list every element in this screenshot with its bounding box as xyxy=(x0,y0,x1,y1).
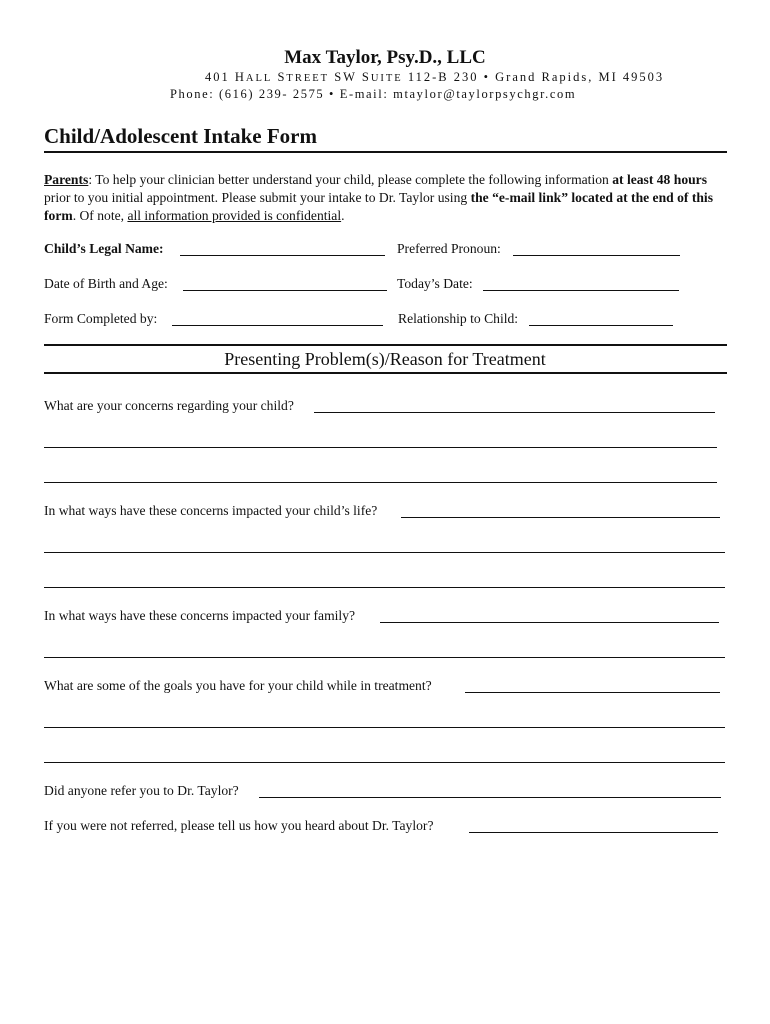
form-title: Child/Adolescent Intake Form xyxy=(44,124,317,148)
question-family-impact: In what ways have these concerns impacted your family? xyxy=(44,608,356,623)
address-part: H xyxy=(234,70,246,84)
preferred-pronoun-field[interactable] xyxy=(513,255,680,256)
answer-line[interactable] xyxy=(44,587,725,588)
answer-line[interactable] xyxy=(469,832,718,833)
address-number: 401 xyxy=(205,70,235,84)
answer-line[interactable] xyxy=(314,412,715,413)
answer-line[interactable] xyxy=(401,517,720,518)
answer-line[interactable] xyxy=(259,797,721,798)
answer-line[interactable] xyxy=(465,692,720,693)
todays-date-label: Today’s Date: xyxy=(397,276,473,291)
intro-paragraph xyxy=(44,171,724,225)
answer-line[interactable] xyxy=(44,552,725,553)
address-part: S xyxy=(272,70,287,84)
answer-line[interactable] xyxy=(380,622,719,623)
address-part: UITE xyxy=(370,73,403,84)
todays-date-field[interactable] xyxy=(483,290,679,291)
answer-line[interactable] xyxy=(44,762,725,763)
contact-line: Phone: (616) 239- 2575 • E-mail: mtaylor@taylorpsychgr.com xyxy=(170,87,577,101)
title-divider xyxy=(44,151,727,153)
intro-text: prior to you initial appointment. Please submit your intake to Dr. Taylor using xyxy=(44,190,471,205)
intro-bold: at least 48 hours xyxy=(612,172,707,187)
answer-line[interactable] xyxy=(44,727,725,728)
intro-text: . Of note, xyxy=(72,208,128,223)
answer-line[interactable] xyxy=(44,447,717,448)
question-goals: What are some of the goals you have for your child while in treatment? xyxy=(44,678,432,693)
practice-address xyxy=(205,70,664,85)
question-referral: Did anyone refer you to Dr. Taylor? xyxy=(44,783,239,798)
intro-confidential: all information provided is confidential xyxy=(127,208,342,223)
question-child-impact: In what ways have these concerns impacted your child’s life? xyxy=(44,503,378,518)
preferred-pronoun-label: Preferred Pronoun: xyxy=(397,241,501,256)
address-part: ALL xyxy=(245,73,273,84)
child-legal-name-field[interactable] xyxy=(180,255,385,256)
completed-by-field[interactable] xyxy=(172,325,383,326)
intro-text: : To help your clinician better understand your child, please complete the following information xyxy=(88,172,613,187)
address-part: SW S xyxy=(329,70,371,84)
question-heard-about: If you were not referred, please tell us how you heard about Dr. Taylor? xyxy=(44,818,434,833)
section-title: Presenting Problem(s)/Reason for Treatment xyxy=(224,349,546,369)
intro-parents: Parents xyxy=(44,172,89,187)
answer-line[interactable] xyxy=(44,657,725,658)
completed-by-label: Form Completed by: xyxy=(44,311,158,326)
intro-bold: the “e-mail link” located at the end of this form xyxy=(44,190,713,223)
address-part: TREET xyxy=(286,73,330,84)
relationship-field[interactable] xyxy=(529,325,673,326)
practice-name: Max Taylor, Psy.D., LLC xyxy=(284,47,486,68)
relationship-label: Relationship to Child: xyxy=(398,311,519,326)
intro-text: . xyxy=(341,208,345,223)
dob-age-field[interactable] xyxy=(183,290,387,291)
section-divider-top xyxy=(44,344,727,346)
answer-line[interactable] xyxy=(44,482,717,483)
question-concerns: What are your concerns regarding your child? xyxy=(44,398,294,413)
address-part: 112-B 230 • Grand Rapids, MI 49503 xyxy=(402,70,665,84)
child-legal-name-label: Child’s Legal Name: xyxy=(44,241,164,256)
dob-age-label: Date of Birth and Age: xyxy=(44,276,168,291)
section-divider-bottom xyxy=(44,372,727,374)
